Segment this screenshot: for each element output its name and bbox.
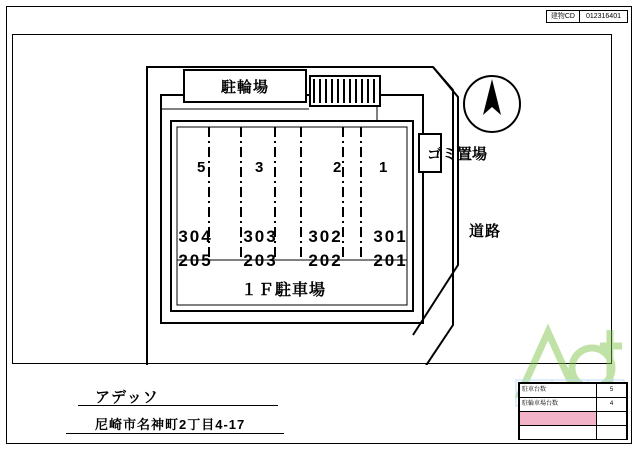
road-label: 道路 xyxy=(469,223,502,240)
table-row xyxy=(520,384,627,398)
info-label-3 xyxy=(520,426,597,440)
room-302: 302 xyxy=(308,227,343,246)
north-arrow-icon xyxy=(461,73,523,135)
info-value-3 xyxy=(597,426,627,440)
floor-label: １Ｆ駐車場 xyxy=(241,282,327,299)
building-code-box xyxy=(546,10,628,23)
stall-number-3: 3 xyxy=(255,159,264,176)
bike-parking-area xyxy=(183,69,307,103)
room-number-grid xyxy=(163,225,423,273)
building-address: 尼崎市名神町2丁目4-17 xyxy=(95,417,246,432)
stall-number-1: 1 xyxy=(379,159,388,176)
table-row xyxy=(520,426,627,440)
room-202: 202 xyxy=(308,251,343,270)
parking-stall-numbers xyxy=(173,155,413,185)
room-row-2f xyxy=(163,249,423,273)
stall-number-5: 5 xyxy=(197,159,206,176)
room-303: 303 xyxy=(243,227,278,246)
building-code-value: 012316401 xyxy=(585,13,621,20)
info-value-2 xyxy=(597,412,627,426)
building-address-rule xyxy=(66,433,284,434)
room-203: 203 xyxy=(243,251,278,270)
info-table xyxy=(518,382,628,440)
building-name-rule xyxy=(78,405,278,406)
stair-icon xyxy=(309,75,381,107)
room-301: 301 xyxy=(373,227,408,246)
building-code-label: 建物CD xyxy=(547,11,580,22)
info-label-0: 駐車台数 xyxy=(520,384,597,398)
site-plan xyxy=(12,34,612,364)
room-304: 304 xyxy=(178,227,213,246)
info-value-0: 5 xyxy=(597,384,627,398)
room-row-3f xyxy=(163,225,423,249)
bike-parking-label: 駐輪場 xyxy=(220,78,269,96)
gomi-label: ゴミ置場 xyxy=(427,146,488,163)
info-label-1: 駐輪車場台数 xyxy=(520,398,597,412)
info-label-2 xyxy=(520,412,597,426)
stair-steps xyxy=(313,79,377,103)
table-row xyxy=(520,412,627,426)
building-name: アデッソ xyxy=(95,389,159,406)
info-value-1: 4 xyxy=(597,398,627,412)
table-row xyxy=(520,398,627,412)
room-205: 205 xyxy=(178,251,213,270)
stall-number-2: 2 xyxy=(333,159,342,176)
room-201: 201 xyxy=(373,251,408,270)
